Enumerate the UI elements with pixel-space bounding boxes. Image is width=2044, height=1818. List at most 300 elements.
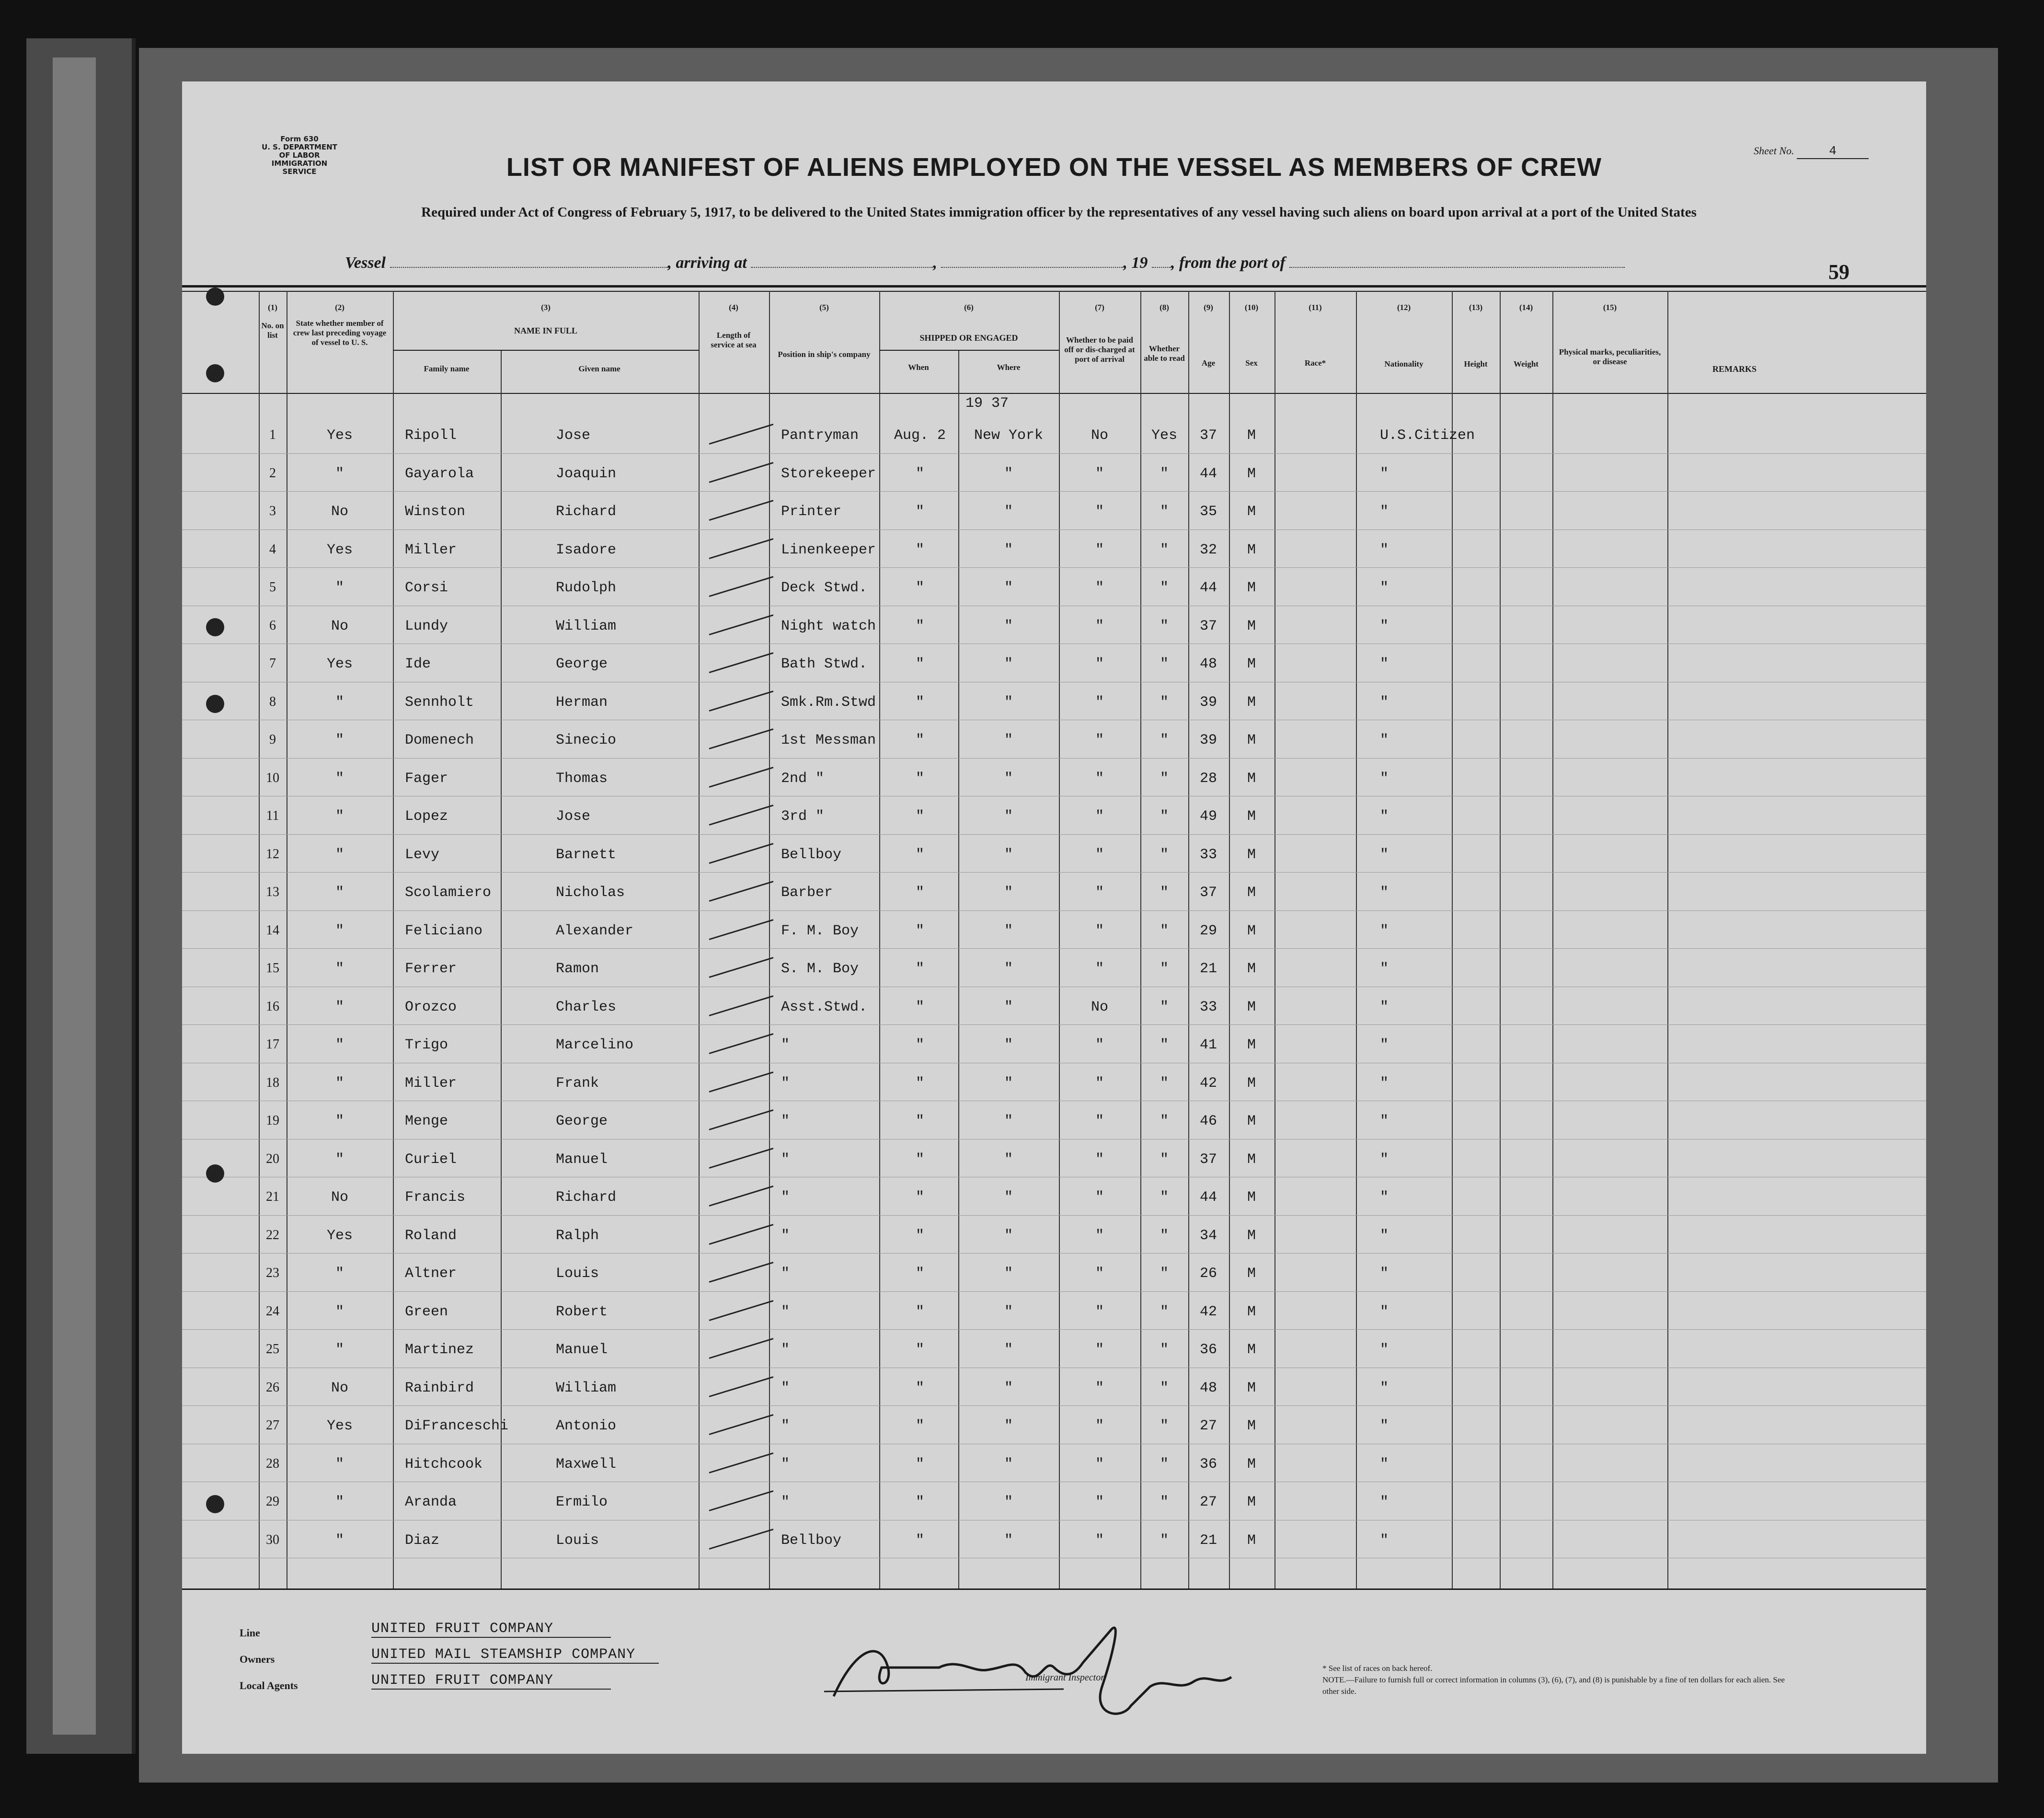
colnum-12: (12) [1397,303,1411,312]
shipped-when: " [915,1075,925,1092]
nationality: " [1380,504,1389,520]
previous-voyage: No [331,1189,349,1206]
age: 39 [1199,694,1217,711]
paid-off: " [1095,541,1104,558]
shipped-where: " [1004,885,1013,901]
colnum-5: (5) [819,303,829,312]
vessel-blank [390,256,668,268]
family-name: Lundy [405,618,448,634]
length-service-mark [709,538,774,559]
length-service-mark [709,1033,774,1054]
row-number: 5 [269,580,276,595]
shipped-when: " [915,846,925,863]
row-number: 23 [266,1266,279,1280]
shipped-when: " [915,1380,925,1396]
position: Pantryman [781,427,859,444]
sex: M [1247,656,1256,672]
sheet-label: Sheet No. [1754,145,1794,157]
shipped-where: " [1004,465,1013,482]
nationality: " [1380,1037,1389,1053]
age: 37 [1199,885,1217,901]
given-name: Richard [556,504,617,520]
shipped-when: " [915,541,925,558]
binder-hole [206,618,224,636]
given-name: Marcelino [556,1037,634,1053]
sex: M [1247,846,1256,863]
shipped-where: " [1004,618,1013,634]
shipped-where: " [1004,541,1013,558]
sex: M [1247,1151,1256,1168]
position: Deck Stwd. [781,580,868,596]
shipped-where: " [1004,1342,1013,1358]
previous-voyage: No [331,1380,349,1396]
nationality: " [1380,1151,1389,1168]
row-rule [182,910,1926,911]
year-blank [1152,256,1171,268]
binder-hole [206,288,224,306]
length-service-mark [709,462,774,483]
colnum-7: (7) [1095,303,1104,312]
footnote-races: * See list of races on back hereof. [1322,1664,1433,1673]
paid-off: " [1095,1037,1104,1053]
row-number: 3 [269,504,276,518]
sex: M [1247,1303,1256,1320]
age: 48 [1199,1380,1217,1396]
nationality: U.S.Citizen [1380,427,1475,444]
binder-strip-inner [53,58,96,1735]
given-name: Jose [556,808,591,825]
able-to-read: " [1160,1151,1169,1168]
length-service-mark [709,1414,774,1435]
paid-off: " [1095,1227,1104,1244]
row-number: 1 [269,427,276,442]
paid-off: " [1095,504,1104,520]
age: 28 [1199,770,1217,787]
given-name: Manuel [556,1342,608,1358]
family-name: Diaz [405,1532,440,1549]
shipped-when: " [915,1494,925,1510]
colnum-1: (1) [268,303,277,312]
shipped-where: " [1004,1418,1013,1434]
footnotes [1322,1663,1802,1697]
shipped-where: " [1004,1151,1013,1168]
header-shipped: SHIPPED OR ENGAGED [919,333,1018,343]
sex: M [1247,427,1256,444]
paid-off: " [1095,1189,1104,1206]
shipped-when: " [915,732,925,748]
previous-voyage: " [335,808,344,825]
length-service-mark [709,843,774,864]
previous-voyage: " [335,961,344,977]
nationality: " [1380,961,1389,977]
shipped-where: " [1004,1303,1013,1320]
paid-off: " [1095,618,1104,634]
sex: M [1247,1494,1256,1510]
given-name: Louis [556,1266,599,1282]
paid-off: " [1095,961,1104,977]
length-service-mark [709,1490,774,1511]
able-to-read: " [1160,846,1169,863]
family-name: Fager [405,770,448,787]
position: Asst.Stwd. [781,999,868,1015]
row-rule [182,948,1926,949]
row-number: 16 [266,999,279,1014]
previous-voyage: " [335,1037,344,1053]
header-height: Height [1464,359,1488,368]
sex: M [1247,465,1256,482]
able-to-read: " [1160,1342,1169,1358]
nationality: " [1380,694,1389,711]
row-number: 10 [266,770,279,785]
shipped-subrule [879,350,1059,351]
family-name: Green [405,1303,448,1320]
family-name: Menge [405,1113,448,1129]
sex: M [1247,541,1256,558]
shipped-when: " [915,618,925,634]
shipped-where: " [1004,808,1013,825]
previous-voyage: No [331,504,349,520]
agents-value: UNITED FRUIT COMPANY [371,1672,611,1690]
previous-voyage: " [335,465,344,482]
given-name: Ralph [556,1227,599,1244]
shipped-when: " [915,1266,925,1282]
given-name: Ramon [556,961,599,977]
col-divider [769,291,770,1588]
able-to-read: " [1160,1037,1169,1053]
position: " [781,1075,790,1092]
nationality: " [1380,732,1389,748]
header-able-read: Whether able to read [1144,344,1185,363]
header-no-on-list: No. on list [261,321,284,340]
shipped-where: " [1004,1456,1013,1473]
paid-off: " [1095,846,1104,863]
header-name-in-full: NAME IN FULL [514,326,577,335]
position: Linenkeeper [781,541,876,558]
row-rule [182,491,1926,492]
length-service-mark [709,1376,774,1397]
age: 44 [1199,1189,1217,1206]
age: 27 [1199,1418,1217,1434]
family-name: Miller [405,1075,457,1092]
length-service-mark [709,652,774,673]
nationality: " [1380,808,1389,825]
able-to-read: " [1160,808,1169,825]
family-name: Feliciano [405,922,483,939]
position: Smk.Rm.Stwd [781,694,876,711]
paid-off: " [1095,922,1104,939]
position: " [781,1456,790,1473]
row-rule [182,529,1926,530]
given-name: Nicholas [556,885,625,901]
given-name: William [556,618,617,634]
able-to-read: " [1160,1494,1169,1510]
given-name: Sinecio [556,732,617,748]
family-name: Altner [405,1266,457,1282]
nationality: " [1380,1494,1389,1510]
row-number: 9 [269,732,276,747]
able-to-read: " [1160,1303,1169,1320]
age: 35 [1199,504,1217,520]
able-to-read: " [1160,732,1169,748]
given-name: Isadore [556,541,617,558]
port-label: , from the port of [1171,254,1286,272]
able-to-read: " [1160,1532,1169,1549]
position: 3rd " [781,808,825,825]
header-remarks: REMARKS [1712,364,1757,374]
sex: M [1247,504,1256,520]
age: 32 [1199,541,1217,558]
port-blank [1289,256,1625,268]
row-rule [182,1405,1926,1406]
given-name: Richard [556,1189,617,1206]
col-divider [1059,291,1060,1588]
colnum-11: (11) [1309,303,1322,312]
position: S. M. Boy [781,961,859,977]
paid-off: " [1095,1380,1104,1396]
row-number: 14 [266,922,279,938]
age: 44 [1199,465,1217,482]
position: Storekeeper [781,465,876,482]
year-label: , 19 [1123,254,1148,272]
header-nationality: Nationality [1384,359,1424,368]
row-number: 11 [266,808,279,823]
age: 34 [1199,1227,1217,1244]
age: 27 [1199,1494,1217,1510]
header-when: When [908,363,929,372]
position: " [781,1380,790,1396]
shipped-where: " [1004,1494,1013,1510]
nationality: " [1380,656,1389,672]
given-name: Barnett [556,846,617,863]
shipped-where: " [1004,1380,1013,1396]
length-service-mark [709,424,774,445]
able-to-read: " [1160,1456,1169,1473]
position: Night watch [781,618,876,634]
nationality: " [1380,465,1389,482]
previous-voyage: " [335,1075,344,1092]
shipped-when: " [915,1227,925,1244]
row-number: 27 [266,1418,279,1433]
row-number: 13 [266,885,279,899]
sex: M [1247,732,1256,748]
shipped-where: " [1004,922,1013,939]
family-name: Hitchcook [405,1456,483,1473]
previous-voyage: " [335,1494,344,1510]
inspector-signature [815,1610,1294,1725]
header-race: Race* [1304,358,1326,368]
family-name: Ferrer [405,961,457,977]
family-name: DiFranceschi [405,1418,509,1434]
row-number: 8 [269,694,276,709]
row-rule [182,1024,1926,1025]
previous-voyage: " [335,1151,344,1168]
paid-off: No [1091,999,1109,1015]
page-subtitle: Required under Act of Congress of February 5, 1917, to be delivered to the United States immigration officer by the representatives of any vessel having such aliens on board upon arrival at a port of the United States [421,205,1697,220]
position: Bellboy [781,846,842,863]
colnum-14: (14) [1519,303,1533,312]
position: " [781,1494,790,1510]
sex: M [1247,1227,1256,1244]
age: 46 [1199,1113,1217,1129]
previous-voyage: No [331,618,349,634]
sex: M [1247,1342,1256,1358]
row-number: 15 [266,961,279,976]
age: 36 [1199,1456,1217,1473]
able-to-read: " [1160,885,1169,901]
sex: M [1247,1113,1256,1129]
length-service-mark [709,1452,774,1473]
shipped-where: " [1004,1113,1013,1129]
previous-voyage: " [335,770,344,787]
position: " [781,1113,790,1129]
length-service-mark [709,1338,774,1359]
sex: M [1247,885,1256,901]
shipped-when: " [915,1342,925,1358]
shipped-where: " [1004,1189,1013,1206]
sex: M [1247,770,1256,787]
paid-off: " [1095,580,1104,596]
able-to-read: " [1160,656,1169,672]
shipped-where: " [1004,999,1013,1015]
able-to-read: " [1160,770,1169,787]
paid-off: " [1095,732,1104,748]
row-number: 25 [266,1342,279,1357]
shipped-when: " [915,1418,925,1434]
row-number: 22 [266,1227,279,1243]
length-service-mark [709,1529,774,1550]
age: 48 [1199,656,1217,672]
shipped-where: " [1004,1532,1013,1549]
family-name: Rainbird [405,1380,474,1396]
sex: M [1247,1418,1256,1434]
shipped-where: " [1004,770,1013,787]
able-to-read: " [1160,504,1169,520]
age: 21 [1199,1532,1217,1549]
row-number: 2 [269,465,276,481]
shipped-where: " [1004,961,1013,977]
family-name: Trigo [405,1037,448,1053]
able-to-read: " [1160,694,1169,711]
length-service-mark [709,728,774,749]
row-number: 17 [266,1037,279,1052]
previous-voyage: " [335,1266,344,1282]
paid-off: " [1095,808,1104,825]
header-family-name: Family name [424,364,470,373]
length-service-mark [709,995,774,1016]
family-name: Francis [405,1189,466,1206]
position: 2nd " [781,770,825,787]
shipped-when: " [915,465,925,482]
previous-voyage: " [335,1113,344,1129]
able-to-read: " [1160,1189,1169,1206]
sex: M [1247,1456,1256,1473]
colnum-10: (10) [1244,303,1259,312]
family-name: Levy [405,846,440,863]
age: 42 [1199,1075,1217,1092]
shipped-when: " [915,504,925,520]
owners-value: UNITED MAIL STEAMSHIP COMPANY [371,1646,659,1664]
row-number: 29 [266,1494,279,1509]
col-divider [501,350,502,1588]
nationality: " [1380,541,1389,558]
family-name: Miller [405,541,457,558]
length-service-mark [709,576,774,597]
line-label: Line [240,1627,260,1639]
previous-voyage: Yes [326,427,353,444]
family-name: Martinez [405,1342,474,1358]
header-where: Where [997,363,1021,372]
header-paid-off: Whether to be paid off or dis-charged at port of arrival [1064,335,1135,364]
able-to-read: " [1160,1380,1169,1396]
previous-voyage: " [335,1532,344,1549]
position: " [781,1266,790,1282]
given-name: Antonio [556,1418,617,1434]
row-rule [182,453,1926,454]
arriving-label: , arriving at [667,254,747,272]
sex: M [1247,694,1256,711]
position: " [781,1418,790,1434]
binder-hole [206,364,224,382]
given-name: Herman [556,694,608,711]
position: " [781,1227,790,1244]
nationality: " [1380,846,1389,863]
age: 37 [1199,1151,1217,1168]
family-name: Sennholt [405,694,474,711]
length-service-mark [709,1148,774,1169]
previous-voyage: " [335,885,344,901]
shipped-when: " [915,922,925,939]
header-given-name: Given name [578,364,620,373]
able-to-read: " [1160,1075,1169,1092]
colnum-3: (3) [541,303,551,312]
shipped-where: " [1004,580,1013,596]
header-state-whether: State whether member of crew last preceding voyage of vessel to U. S. [293,319,387,347]
colnum-13: (13) [1469,303,1483,312]
able-to-read: Yes [1151,427,1178,444]
shipped-when: " [915,1037,925,1053]
header-position: Position in ship's company [778,350,871,359]
paid-off: " [1095,1151,1104,1168]
family-name: Ripoll [405,427,457,444]
age: 44 [1199,580,1217,596]
able-to-read: " [1160,922,1169,939]
nationality: " [1380,1380,1389,1396]
colnum-15: (15) [1603,303,1617,312]
paid-off: " [1095,1532,1104,1549]
nationality: " [1380,1227,1389,1244]
sheet-value: 4 [1797,144,1869,159]
department-name: U. S. DEPARTMENT OF LABOR [262,143,337,160]
paid-off: " [1095,465,1104,482]
length-service-mark [709,690,774,712]
previous-voyage: Yes [326,656,353,672]
position: " [781,1342,790,1358]
col-divider [1552,291,1553,1588]
able-to-read: " [1160,961,1169,977]
manifest-sheet [182,81,1926,1754]
position: Barber [781,885,833,901]
row-number: 18 [266,1075,279,1090]
owners-label: Owners [240,1653,275,1665]
row-number: 30 [266,1532,279,1547]
sex: M [1247,808,1256,825]
shipped-where: " [1004,1266,1013,1282]
paid-off: " [1095,1303,1104,1320]
colnum-4: (4) [729,303,738,312]
paid-off: " [1095,1266,1104,1282]
able-to-read: " [1160,541,1169,558]
header-age: Age [1201,358,1216,368]
